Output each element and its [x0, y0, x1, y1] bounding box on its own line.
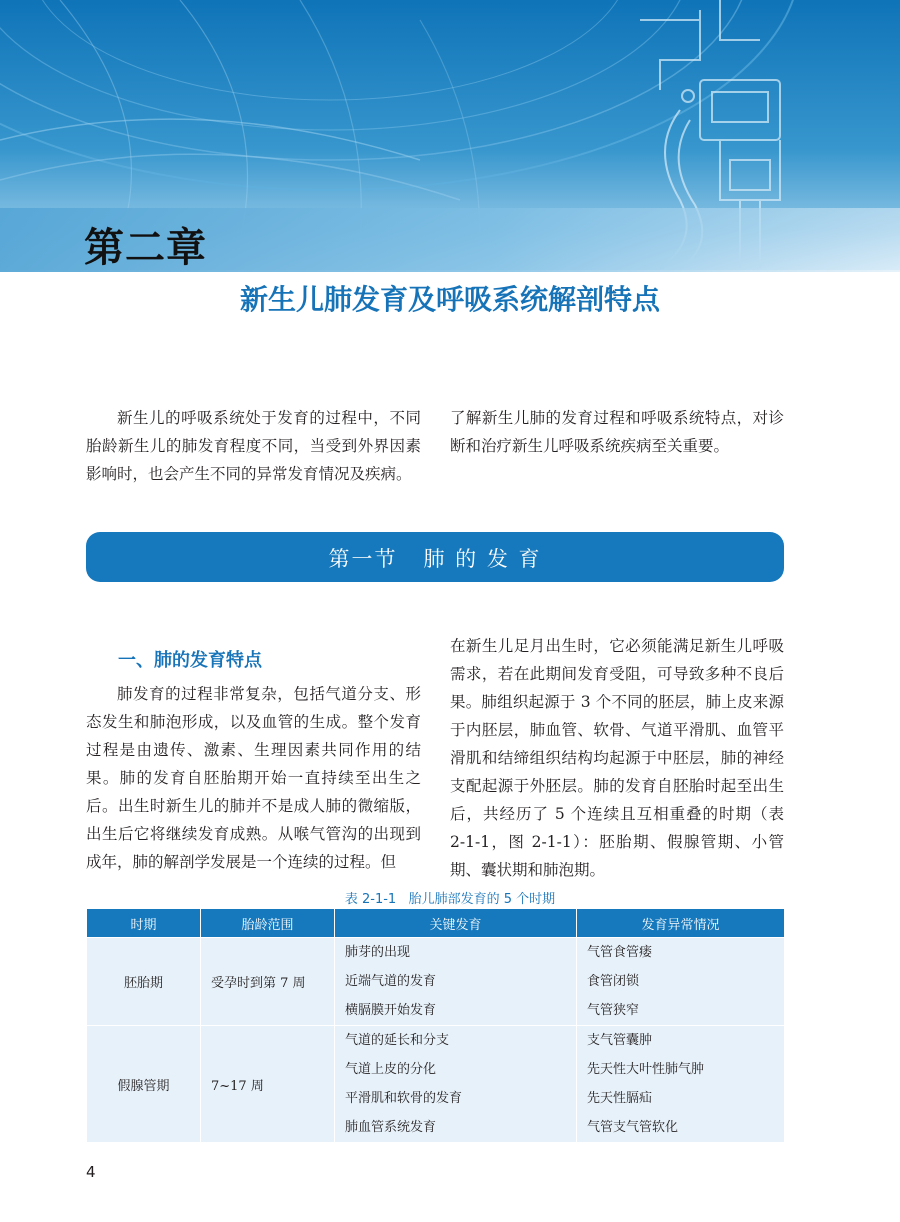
list-item: 横膈膜开始发育	[345, 1003, 437, 1018]
list-item: 气管食管瘘	[587, 945, 653, 960]
table-header-cell: 关键发育	[335, 909, 577, 938]
table-row	[87, 1026, 785, 1143]
list-item: 气道上皮的分化	[345, 1062, 437, 1077]
age-range-cell: 7~17 周	[201, 1026, 335, 1143]
section-header-bar	[86, 532, 784, 582]
development-periods-table	[86, 908, 785, 1143]
period-cell: 假腺管期	[87, 1026, 201, 1143]
list-item: 气管支气管软化	[587, 1120, 679, 1135]
list-item: 气管狭窄	[587, 1003, 640, 1018]
key-development-cell	[335, 1026, 577, 1143]
table-header-cell: 时期	[87, 909, 201, 938]
table-row	[87, 938, 785, 1026]
list-item: 食管闭锁	[587, 974, 640, 989]
list-item: 先天性大叶性肺气肿	[587, 1062, 705, 1077]
period-cell: 胚胎期	[87, 938, 201, 1026]
age-range-cell: 受孕时到第 7 周	[201, 938, 335, 1026]
chapter-label: 第二章	[84, 225, 207, 271]
table-header-cell: 发育异常情况	[577, 909, 785, 938]
body-paragraph-left: 肺发育的过程非常复杂，包括气道分支、形态发生和肺泡形成，以及血管的生成。整个发育过程是由遗传、激素、生理因素共同作用的结果。肺的发育自胚胎期开始一直持续至出生之后。出生时新生儿的肺并不是成人肺的微缩版，出生后它将继续发育成熟。从喉气管沟的出现到成年，肺的解剖学发展是一个连续的过程。但	[86, 685, 421, 871]
section-title: 第一节 肺 的 发 育	[328, 547, 542, 571]
intro-paragraph-right: 了解新生儿肺的发育过程和呼吸系统特点，对诊断和治疗新生儿呼吸系统疾病至关重要。	[450, 409, 784, 455]
abnormality-cell	[577, 1026, 785, 1143]
key-development-cell	[335, 938, 577, 1026]
body-paragraph-right: 在新生儿足月出生时，它必须能满足新生儿呼吸需求，若在此期间发育受阻，可导致多种不良后果。肺组织起源于 3 个不同的胚层，肺上皮来源于内胚层，肺血管、软骨、气道平滑肌、血管平滑肌和结缔组织结构均起源于中胚层，肺的神经支配起源于外胚层。肺的发育自胚胎时起至出生后，共经历了 5 个连续且互相重叠的时期（表 2-1-1，图 2-1-1）：胚胎期、假腺管期、小管期、囊状期和肺泡期。	[450, 637, 784, 879]
page-number: 4	[86, 1163, 96, 1181]
list-item: 近端气道的发育	[345, 974, 437, 989]
list-item: 支气管囊肿	[587, 1033, 653, 1048]
table-header-row	[87, 909, 785, 938]
list-item: 先天性膈疝	[587, 1091, 653, 1106]
list-item: 平滑肌和软骨的发育	[345, 1091, 463, 1106]
list-item: 肺芽的出现	[345, 945, 411, 960]
table-caption: 表 2-1-1 胎儿肺部发育的 5 个时期	[344, 892, 556, 907]
abnormality-cell	[577, 938, 785, 1026]
subsection-heading: 一、肺的发育特点	[118, 650, 262, 671]
table-header-cell: 胎龄范围	[201, 909, 335, 938]
intro-paragraph-left: 新生儿的呼吸系统处于发育的过程中，不同胎龄新生儿的肺发育程度不同，当受到外界因素影响时，也会产生不同的异常发育情况及疾病。	[86, 409, 421, 483]
chapter-title: 新生儿肺发育及呼吸系统解剖特点	[239, 283, 660, 316]
list-item: 肺血管系统发育	[345, 1120, 437, 1135]
list-item: 气道的延长和分支	[345, 1033, 450, 1048]
